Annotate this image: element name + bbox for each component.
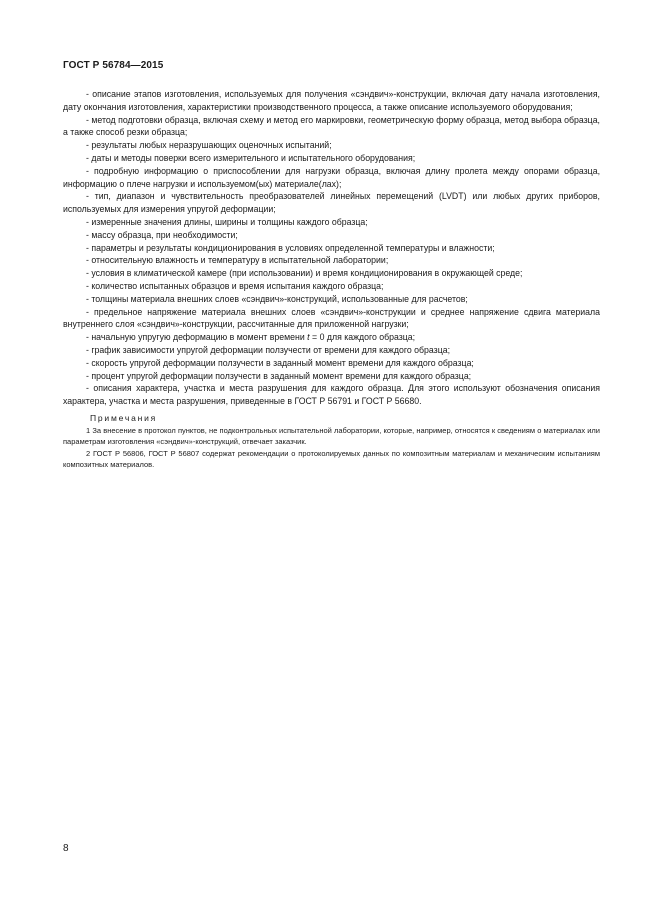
list-item: - описания характера, участка и места разрушения для каждого образца. Для этого используют обозначения описания характера, участка и места разрушения, приведенные в ГОСТ Р 56791 и ГОСТ Р 56680. <box>63 383 600 407</box>
list-item: - описание этапов изготовления, используемых для получения «сэндвич»-конструкции, включая дату начала изготовления, дату окончания изготовления, характеристики производственного процесса, а также описание используемого оборудования; <box>63 89 600 112</box>
list-item: - массу образца, при необходимости; <box>86 229 238 240</box>
list-item: - метод подготовки образца, включая схему и метод его маркировки, геометрическую форму образца, метод выбора образца, а также способ резки образца; <box>63 114 600 138</box>
list-item: - количество испытанных образцов и время испытания каждого образца; <box>86 280 384 291</box>
document-header: ГОСТ Р 56784—2015 <box>63 60 164 71</box>
list-item: - тип, диапазон и чувствительность преобразователей линейных перемещений (LVDT) или любых других приборов, используемых для измерения упругой деформации; <box>63 191 600 215</box>
list-item: - даты и методы поверки всего измерительного и испытательного оборудования; <box>86 152 416 163</box>
list-item: - относительную влажность и температуру в испытательной лаборатории; <box>86 255 389 266</box>
notes-title: Примечания <box>90 412 158 423</box>
page-number: 8 <box>63 843 69 854</box>
item-text-before: - начальную упругую деформацию в момент времени <box>86 332 308 343</box>
time-variable: t <box>307 332 310 343</box>
list-item: - график зависимости упругой деформации ползучести от времени для каждого образца; <box>86 344 451 355</box>
list-item: - процент упругой деформации ползучести в заданный момент времени для каждого образца; <box>86 370 472 381</box>
list-item: - результаты любых неразрушающих оценочных испытаний; <box>86 140 332 151</box>
note-item: 2 ГОСТ Р 56806, ГОСТ Р 56807 содержат рекомендации о протоколируемых данных по композитным материалам и механическим испытаниям композитных материалов. <box>63 448 600 470</box>
list-item: - толщины материала внешних слоев «сэндвич»-конструкций, использованные для расчетов; <box>86 293 468 304</box>
list-item: - измеренные значения длины, ширины и толщины каждого образца; <box>86 216 368 227</box>
list-item-time-zero <box>63 331 600 344</box>
list-item: - параметры и результаты кондиционирования в условиях определенной температуры и влажности; <box>86 242 495 253</box>
list-item: - скорость упругой деформации ползучести в заданный момент времени для каждого образца; <box>86 357 474 368</box>
list-item: - условия в климатической камере (при использовании) и время кондиционирования в окружающей среде; <box>86 268 523 279</box>
document-body <box>63 88 600 471</box>
list-item: - предельное напряжение материала внешних слоев «сэндвич»-конструкции и среднее напряжение сдвига материала внутреннего слоя «сэндвич»-конструкции, рассчитанные для приложенной нагрузки; <box>63 306 600 330</box>
item-text-after: = 0 для каждого образца; <box>309 332 416 343</box>
note-item: 1 За внесение в протокол пунктов, не подконтрольных испытательной лаборатории, которые, например, относятся к сведениям о материалах или параметрам изготовления «сэндвич»-конструкций, отвечает заказчик. <box>63 425 600 447</box>
list-item: - подробную информацию о приспособлении для нагрузки образца, включая длину пролета между опорами образца, информацию о плече нагрузки и используемом(ых) материале(лах); <box>63 165 600 189</box>
